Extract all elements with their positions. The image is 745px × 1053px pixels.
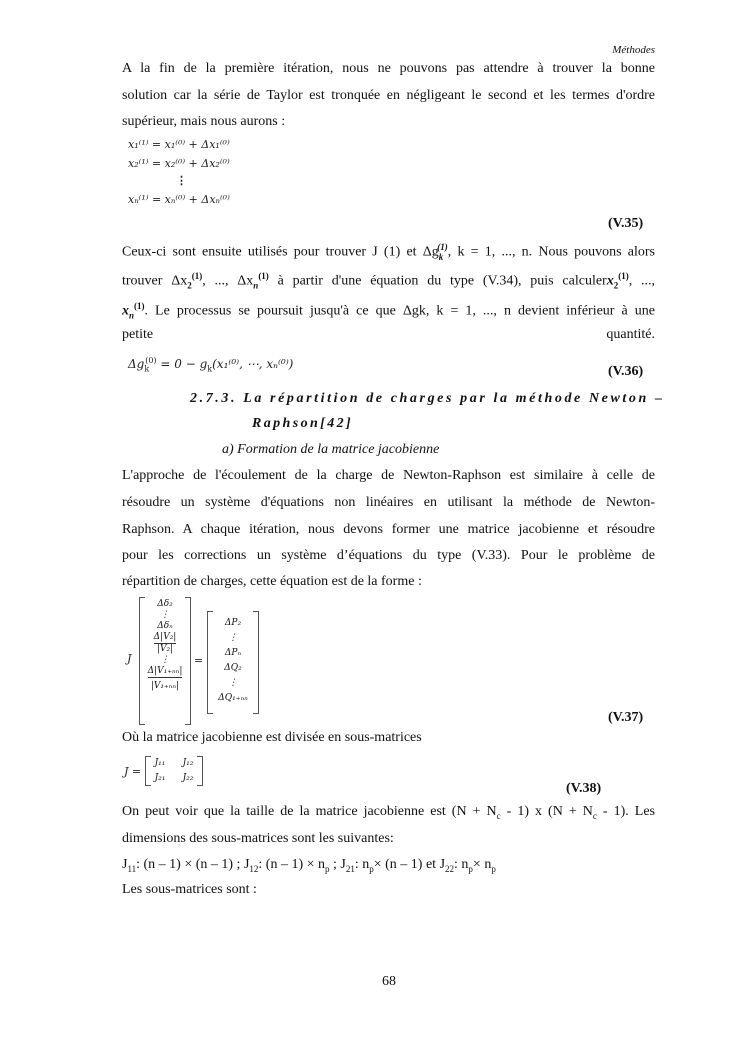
paragraph-line: dimensions des sous-matrices sont les suivantes:	[122, 831, 394, 846]
equation-label: (V.38)	[566, 781, 602, 796]
matrix	[207, 611, 259, 714]
text: x	[122, 303, 129, 319]
paragraph-line	[122, 267, 655, 294]
text: k	[207, 364, 213, 374]
cell: Δδₙ	[157, 621, 173, 631]
cell: Δ|V₂|	[153, 632, 177, 642]
text: × n	[472, 857, 492, 872]
cell: J₂₁	[154, 773, 166, 783]
section-heading: Raphson[42]	[252, 416, 354, 431]
subscript: 12	[249, 863, 259, 874]
cell: |V₁₊ₙₙ|	[150, 681, 180, 691]
cell: ΔQ₂	[224, 663, 242, 673]
text: ; J	[329, 857, 346, 872]
text: n	[253, 280, 259, 291]
equation-v35	[128, 138, 230, 206]
text: (1)	[437, 242, 448, 252]
text: , k = 1, ..., n. Nous pouvons alors	[447, 244, 655, 260]
text: trouver Δx	[122, 273, 188, 289]
text: × (n – 1) et J	[373, 857, 446, 872]
equation-label: (V.37)	[608, 710, 644, 725]
text: c	[592, 810, 597, 821]
cell: ΔQ₁₊ₙₙ	[218, 693, 248, 703]
text: c	[496, 810, 501, 821]
text: : n	[354, 857, 370, 872]
paragraph-line: Raphson. A chaque itération, nous devons former une matrice jacobienne et résoudre	[122, 522, 655, 537]
paragraph-line	[122, 297, 655, 324]
subscript: p	[491, 863, 496, 874]
text: (1)	[191, 271, 203, 281]
text: x	[606, 273, 614, 289]
text: (1)	[134, 301, 145, 311]
cell: Δδ₂	[157, 599, 173, 609]
text: . Le processus se poursuit jusqu'à ce que Δgk, k = 1, ..., n devient inférieur à une	[144, 303, 655, 319]
subscript: 11	[127, 863, 137, 874]
subscript: 21	[345, 863, 355, 874]
text: Ceux-ci sont ensuite utilisés pour trouver J (1) et Δg	[122, 244, 439, 260]
subscript: p	[468, 863, 473, 874]
equation-label: (V.35)	[608, 216, 644, 231]
equation-row: xₙ⁽¹⁾ = xₙ⁽⁰⁾ + Δxₙ⁽⁰⁾	[128, 193, 230, 206]
cell: J₁₂	[182, 758, 194, 768]
paragraph-line	[122, 238, 655, 265]
running-header: Méthodes	[612, 44, 655, 56]
cell: ΔP₂	[224, 618, 242, 628]
text: à partir d'une équation du type (V.34), puis calculer	[268, 273, 607, 289]
equation-v36	[128, 354, 293, 375]
section-heading: 2.7.3. La répartition de charges par la méthode Newton –	[190, 391, 665, 406]
text: (1)	[258, 271, 269, 281]
cell: ⋮	[160, 655, 170, 665]
text: , ...,	[628, 273, 656, 289]
text: Δg	[128, 357, 145, 371]
cell: ΔPₙ	[224, 648, 242, 658]
paragraph-line: pour les corrections un système d’équations du type (V.33). Pour le problème de	[122, 548, 655, 563]
paragraph-line: supérieur, mais nous aurons :	[122, 114, 286, 129]
cell: ⋮	[228, 678, 238, 688]
text: On peut voir que la taille de la matrice jacobienne est (N + N	[122, 804, 497, 819]
paragraph-line	[122, 803, 655, 825]
paragraph-line: solution car la série de Taylor est tronquée en négligeant le second et les termes d'ordre	[122, 88, 655, 103]
text: =	[194, 654, 204, 667]
paragraph-line: Où la matrice jacobienne est divisée en sous-matrices	[122, 730, 422, 745]
paragraph-line: A la fin de la première itération, nous ne pouvons pas attendre à trouver la bonne	[122, 61, 655, 76]
paragraph-line: Les sous-matrices sont :	[122, 882, 257, 897]
text: (1)	[618, 271, 629, 281]
text: n	[129, 310, 135, 321]
text: k	[144, 364, 150, 374]
page-number: 68	[382, 974, 396, 989]
subscript: 22	[445, 863, 455, 874]
text: (0)	[145, 356, 157, 365]
text: 2	[187, 280, 192, 291]
equation-row: x₂⁽¹⁾ = x₂⁽⁰⁾ + Δx₂⁽⁰⁾	[128, 157, 230, 170]
text: , ..., Δx	[202, 273, 254, 289]
text: - 1) x (N + N	[500, 804, 593, 819]
text: k	[438, 251, 444, 262]
text: quantité.	[606, 327, 655, 342]
cell: J₁₁	[154, 758, 166, 768]
subscript: p	[369, 863, 374, 874]
matrix	[139, 597, 191, 725]
text: = 0 − g	[160, 357, 208, 371]
paragraph-line: répartition de charges, cette équation est de la forme :	[122, 574, 422, 589]
cell: |V₂|	[156, 644, 174, 654]
subscript: p	[325, 863, 330, 874]
cell: Δ|V₁₊ₙₙ|	[147, 666, 183, 676]
text: J =	[124, 765, 142, 778]
equation-row: x₁⁽¹⁾ = x₁⁽⁰⁾ + Δx₁⁽⁰⁾	[128, 138, 230, 151]
subsection-heading: a) Formation de la matrice jacobienne	[222, 442, 440, 457]
cell: ⋮	[160, 610, 170, 620]
matrix	[145, 756, 203, 786]
text: J	[122, 857, 128, 872]
text: 2	[613, 280, 619, 291]
cell: ⋮	[228, 633, 238, 643]
text: - 1). Les	[596, 804, 655, 819]
text: petite	[122, 327, 154, 342]
text: : (n – 1) × (n – 1) ; J	[136, 857, 250, 872]
paragraph-line: résoudre un système d'équations non linéaires en utilisant la méthode de Newton-	[122, 495, 655, 510]
equation-label: (V.36)	[608, 364, 644, 379]
equation-row: ⋮	[176, 174, 187, 187]
cell: J₂₂	[182, 773, 194, 783]
text: : (n – 1) × n	[258, 857, 326, 872]
text: (x₁⁽⁰⁾, ⋯, xₙ⁽⁰⁾)	[212, 357, 294, 371]
paragraph-line: L'approche de l'écoulement de la charge de Newton-Raphson est similaire à celle de	[122, 468, 655, 483]
text: J	[127, 652, 132, 665]
paragraph-line	[122, 856, 655, 878]
paragraph-line	[122, 326, 655, 344]
text: : n	[454, 857, 469, 872]
